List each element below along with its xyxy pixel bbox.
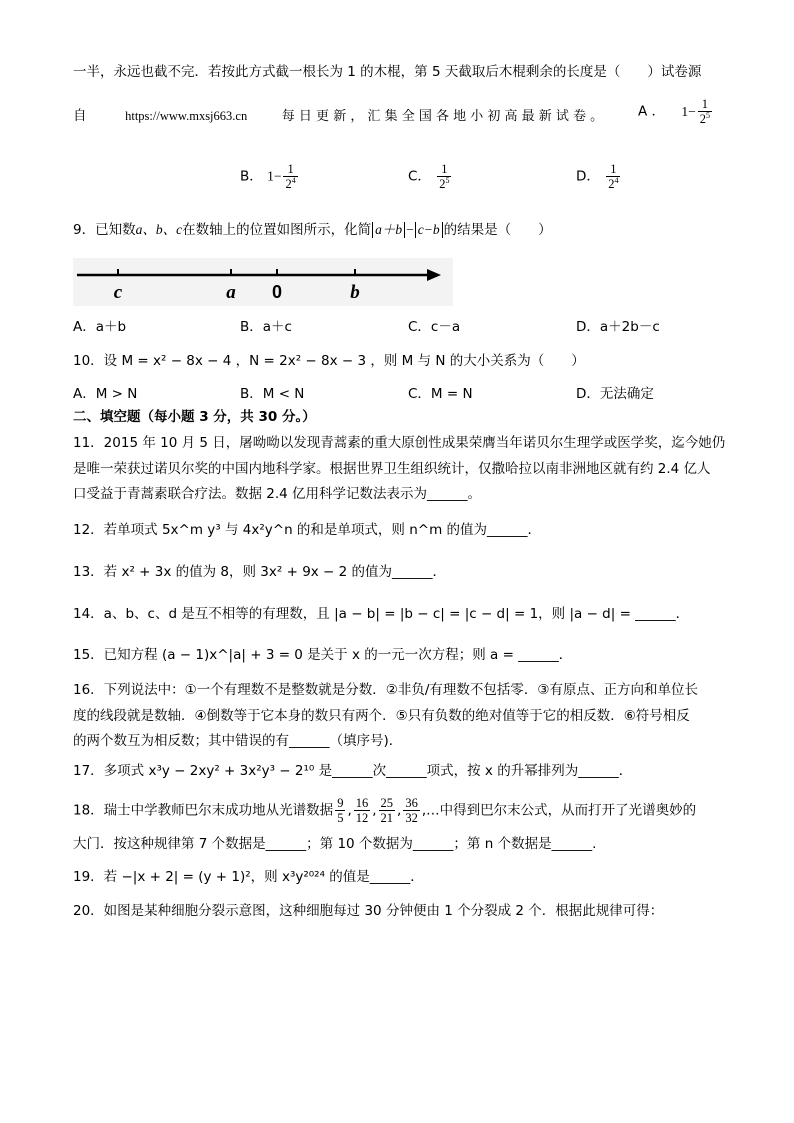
q11-line2: 是唯一荣获过诺贝尔奖的中国内地科学家。根据世界卫生组织统计，仅撒哈拉以南非洲地区就有约 2.4 亿人 — [73, 461, 711, 477]
q8-option-c: C． $\frac{1}{2^5}$ — [408, 162, 450, 191]
q8-line2-text: 每 日 更 新 ， 汇 集 全 国 各 地 小 初 高 最 新 试 卷 。 — [281, 109, 604, 124]
q9-option-c: C．c－a — [408, 319, 461, 335]
q8-line2 — [73, 106, 723, 127]
fraction: $\frac{9}{5}$ — [337, 796, 344, 825]
fraction: $\frac{25}{21}$ — [380, 796, 394, 825]
q9-stem: 9．已知数a、b、c在数轴上的位置如图所示，化简 a＋b − c−b 的结果是（ ） — [73, 222, 552, 238]
source-url: https://www.mxsj663.cn — [125, 109, 248, 123]
q8-line1: 一半，永远也截不完．若按此方式截一根长为 1 的木棍，第 5 天截取后木棍剩余的长度是（ ）试卷源 — [73, 64, 702, 80]
q18-line1: 18．瑞士中学教师巴尔末成功地从光谱数据 $\frac{9}{5}$ , $\frac{16}{12}$ , $\frac{25}{21}$ , $\frac{36}{32}$ ,…中得到巴尔末公式，从而打开了光谱奥妙的 — [73, 796, 697, 825]
q9-option-b: B．a＋c — [240, 319, 292, 335]
label-zero: 0 — [271, 282, 283, 302]
q16-line1: 16．下列说法中：①一个有理数不是整数就是分数．②非负/有理数不包括零．③有原点、正方向和单位长 — [73, 682, 699, 698]
q10-option-c: C．M = N — [408, 386, 473, 402]
q12-stem: 12．若单项式 5x^m y³ 与 4x²y^n 的和是单项式，则 n^m 的值为______． — [73, 522, 542, 538]
q8-option-a: A ． 1− $\frac{1}{2^5}$ — [638, 97, 710, 126]
fraction: $\frac{1}{2^4}$ — [285, 162, 296, 191]
q13-stem: 13．若 x² + 3x 的值为 8，则 3x² + 9x − 2 的值为______． — [73, 564, 447, 580]
fraction: $\frac{1}{2^4}$ — [608, 162, 619, 191]
q19-stem: 19．若 −|x + 2| = (y + 1)²，则 x³y²⁰²⁴ 的值是______． — [73, 869, 424, 885]
fraction: $\frac{16}{12}$ — [355, 796, 369, 825]
label-a: a — [226, 282, 236, 303]
q10-option-d: D．无法确定 — [576, 386, 654, 402]
q8-option-d: D． $\frac{1}{2^4}$ — [576, 162, 619, 191]
q15-stem: 15．已知方程 (a − 1)x^|a| + 3 = 0 是关于 x 的一元一次方程；则 a = ______． — [73, 647, 573, 663]
q17-stem: 17．多项式 x³y − 2xy² + 3x²y³ − 2¹⁰ 是______次______项式，按 x 的升幂排列为______． — [73, 763, 633, 779]
q9-option-a: A．a＋b — [73, 319, 127, 335]
fraction: $\frac{36}{32}$ — [405, 796, 418, 825]
fraction: $\frac{1}{2^5}$ — [699, 97, 710, 126]
q8-line2-prefix: 自 — [73, 108, 87, 124]
label-c: c — [113, 282, 123, 303]
q10-option-b: B．M < N — [240, 386, 305, 402]
section-title-fill-in: 二、填空题（每小题 3 分，共 30 分。） — [73, 409, 316, 425]
q14-stem: 14．a、b、c、d 是互不相等的有理数，且 |a − b| = |b − c| = |c − d| = 1，则 |a − d| = ______． — [73, 606, 690, 622]
q11-line3: 口受益于青蒿素联合疗法。数据 2.4 亿用科学记数法表示为______。 — [73, 486, 482, 502]
q16-line2: 度的线段就是数轴．④倒数等于它本身的数只有两个．⑤只有负数的绝对值等于它的相反数．⑥符号相反 — [73, 708, 690, 724]
q8-option-b: B． 1− $\frac{1}{2^4}$ — [240, 162, 296, 191]
q18-line2: 大门．按这种规律第 7 个数据是______；第 10 个数据为______；第 n 个数据是______. — [73, 836, 597, 852]
q11-line1: 11．2015 年 10 月 5 日，屠呦呦以发现青蒿素的重大原创性成果荣膺当年诺贝尔生理学或医学奖，迄今她仍 — [73, 435, 726, 451]
number-line-figure — [73, 258, 453, 306]
fraction: $\frac{1}{2^5}$ — [439, 162, 450, 191]
figure-background — [73, 258, 453, 306]
q20-stem: 20．如图是某种细胞分裂示意图，这种细胞每过 30 分钟便由 1 个分裂成 2 个．根据此规律可得： — [73, 903, 664, 919]
q10-option-a: A．M > N — [73, 386, 138, 402]
q16-line3: 的两个数互为相反数；其中错误的有______（填序号)． — [73, 733, 403, 749]
q10-stem: 10．设 M = x² − 8x − 4 ，N = 2x² − 8x − 3 ，则 M 与 N 的大小关系为（ ） — [73, 353, 585, 369]
q9-option-d: D．a＋2b－c — [576, 319, 660, 335]
label-b: b — [350, 282, 360, 303]
